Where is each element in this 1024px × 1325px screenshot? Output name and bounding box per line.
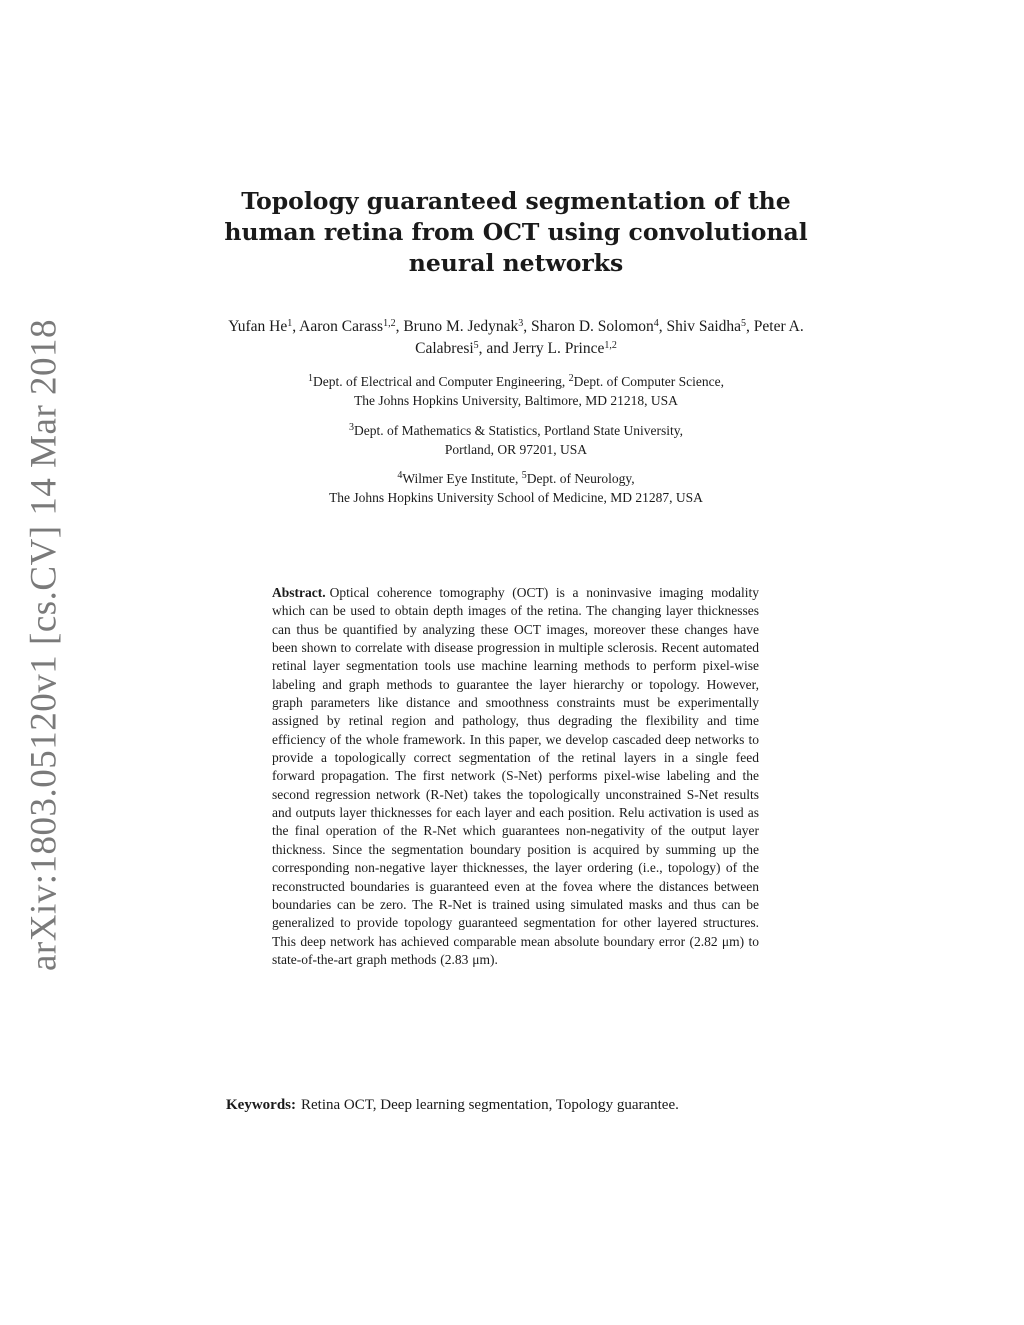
affiliation-marker: 4 <box>397 470 403 481</box>
author-separator: , <box>658 318 667 335</box>
author-list <box>220 316 812 359</box>
author-affiliation-marker: 5 <box>741 318 747 329</box>
author-name: Jerry L. Prince <box>512 339 605 357</box>
affiliation-2-line-2: Portland, OR 97201, USA <box>444 441 588 457</box>
keywords-text: Retina OCT, Deep learning segmentation, Topology guarantee. <box>301 1097 679 1113</box>
author-name: Peter A. Calabresi <box>415 318 804 357</box>
author-name: Yufan He <box>228 318 288 335</box>
author-affiliation-marker: 1,2 <box>383 318 396 329</box>
affiliation-1-line-1 <box>230 373 802 392</box>
author-separator: , <box>523 318 532 335</box>
author-affiliation-marker: 4 <box>653 318 659 329</box>
affiliation-3 <box>230 470 802 507</box>
author-separator: , <box>746 318 754 335</box>
affiliation-2-line-1 <box>230 422 802 441</box>
abstract-text: Optical coherence tomography (OCT) is a noninvasive imaging modality which can be used to obtain depth images of the retina. The changing layer thicknesses can thus be quantified by analyzing these OCT images, moreover these changes have been shown to correlate with disease progression in multiple sclerosis. Recent automated retinal layer segmentation tools use machine learning methods to perform pixel-wise labeling and graph methods to guarantee the layer hierarchy or topology. However, graph parameters like distance and smoothness constraints must be experimentally assigned by retinal region and pathology, thus degrading the flexibility and time efficiency of the whole framework. In this paper, we develop cascaded deep networks to provide a topologically correct segmentation of the retinal layers in a single feed forward propagation. The first network (S-Net) performs pixel-wise labeling and the second regression network (R-Net) takes the topologically unconstrained S-Net results and outputs layer thicknesses for each layer and each position. Relu activation is used as the final operation of the R-Net which guarantees non-negativity of the output layer thickness. Since the segmentation boundary position is acquired by summing up the corresponding non-negative layer thicknesses, the layer ordering (i.e., topology) of the reconstructed boundaries is guaranteed even at the fovea where the distances between boundaries can be zero. The R-Net is trained using simulated masks and thus can be generalized to provide topology guaranteed segmentation for other layered structures. This deep network has achieved comparable mean absolute boundary error (2.82 μm) to state-of-the-art graph methods (2.83 μm). <box>272 585 759 967</box>
affiliation-marker: 3 <box>348 422 354 433</box>
affiliation-2 <box>230 422 802 459</box>
author-affiliation-marker: 5 <box>473 339 479 351</box>
keywords-section <box>226 1095 806 1115</box>
affiliation-text: Dept. of Electrical and Computer Engineering, <box>312 374 569 389</box>
keywords-label: Keywords: <box>226 1097 296 1113</box>
affiliation-3-line-1 <box>230 470 802 489</box>
affiliation-text: Dept. of Mathematics & Statistics, Portland State University, <box>353 423 684 438</box>
affiliation-marker: 5 <box>521 470 527 481</box>
affiliation-3-line-2: The Johns Hopkins University School of Medicine, MD 21287, USA <box>329 489 703 505</box>
paper-title: Topology guaranteed segmentation of the human retina from OCT using convolutional neural networks <box>224 187 808 277</box>
author-name: Aaron Carass <box>299 318 384 335</box>
author-separator: , <box>292 318 300 335</box>
affiliation-marker: 2 <box>568 373 574 384</box>
affiliation-text: Wilmer Eye Institute, <box>402 471 522 486</box>
affiliation-1-line-2: The Johns Hopkins University, Baltimore, MD 21218, USA <box>354 392 678 408</box>
author-affiliation-marker: 1 <box>287 318 293 329</box>
arxiv-identifier-stamp: arXiv:1803.05120v1 [cs.CV] 14 Mar 2018 <box>23 318 65 972</box>
author-name: Shiv Saidha <box>666 318 742 335</box>
abstract-section <box>272 584 759 969</box>
affiliation-text: Dept. of Neurology, <box>526 471 635 486</box>
author-name: Bruno M. Jedynak <box>403 318 519 335</box>
author-affiliation-marker: 1,2 <box>604 339 617 351</box>
affiliation-text: Dept. of Computer Science, <box>573 374 724 389</box>
affiliation-marker: 1 <box>307 373 313 384</box>
affiliation-1 <box>230 373 802 410</box>
author-separator: , and <box>478 339 513 357</box>
author-affiliation-marker: 3 <box>518 318 524 329</box>
author-name: Sharon D. Solomon <box>531 318 654 335</box>
abstract-label: Abstract. <box>272 585 326 600</box>
author-separator: , <box>395 318 404 335</box>
